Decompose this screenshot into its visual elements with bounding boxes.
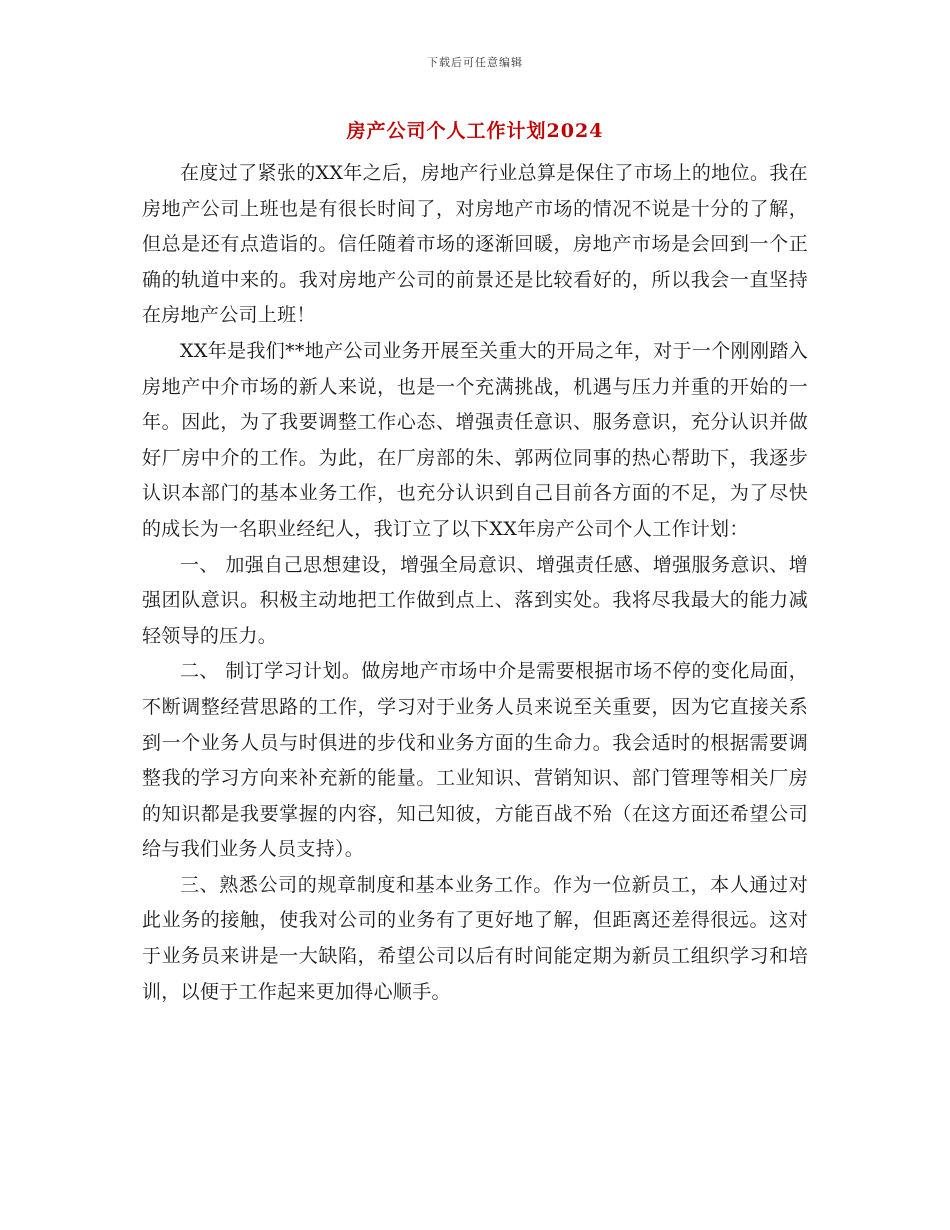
document-title: 房产公司个人工作计划2024 — [346, 120, 604, 142]
paragraph-plan-item-3: 三、熟悉公司的规章制度和基本业务工作。作为一位新员工，本人通过对此业务的接触，使我对公司的业务有了更好地了解，但距离还差得很远。这对于业务员来讲是一大缺陷，希望公司以后有时间能定期为新员工组织学习和培训，以便于工作起来更加得心顺手。 — [142, 873, 808, 1003]
paragraph-background: XX年是我们**地产公司业务开展至关重大的开局之年，对于一个刚刚踏入房地产中介市场的新人来说，也是一个充满挑战，机遇与压力并重的开始的一年。因此，为了我要调整工作心态、增强责任意识、服务意识，充分认识并做好厂房中介的工作。为此，在厂房部的朱、郭两位同事的热心帮助下，我逐步认识本部门的基本业务工作，也充分认识到自己目前各方面的不足，为了尽快的成长为一名职业经纪人，我订立了以下XX年房产公司个人工作计划： — [142, 339, 808, 540]
document-body — [142, 156, 808, 1010]
paragraph-plan-item-1: 一、 加强自己思想建设，增强全局意识、增强责任感、增强服务意识、增强团队意识。积极主动地把工作做到点上、落到实处。我将尽我最大的能力减轻领导的压力。 — [142, 553, 808, 647]
paragraph-plan-item-2: 二、 制订学习计划。做房地产市场中介是需要根据市场不停的变化局面，不断调整经营思路的工作，学习对于业务人员来说至关重要，因为它直接关系到一个业务人员与时俱进的步伐和业务方面的生命力。我会适时的根据需要调整我的学习方向来补充新的能量。工业知识、营销知识、部门管理等相关厂房的知识都是我要掌握的内容，知己知彼，方能百战不殆（在这方面还希望公司给与我们业务人员支持）。 — [142, 660, 808, 861]
header-note: 下载后可任意编辑 — [427, 56, 523, 69]
paragraph-intro: 在度过了紧张的XX年之后，房地产行业总算是保住了市场上的地位。我在房地产公司上班也是有很长时间了，对房地产市场的情况不说是十分的了解，但总是还有点造诣的。信任随着市场的逐渐回暖，房地产市场是会回到一个正确的轨道中来的。我对房地产公司的前景还是比较看好的，所以我会一直坚持在房地产公司上班！ — [142, 162, 808, 327]
